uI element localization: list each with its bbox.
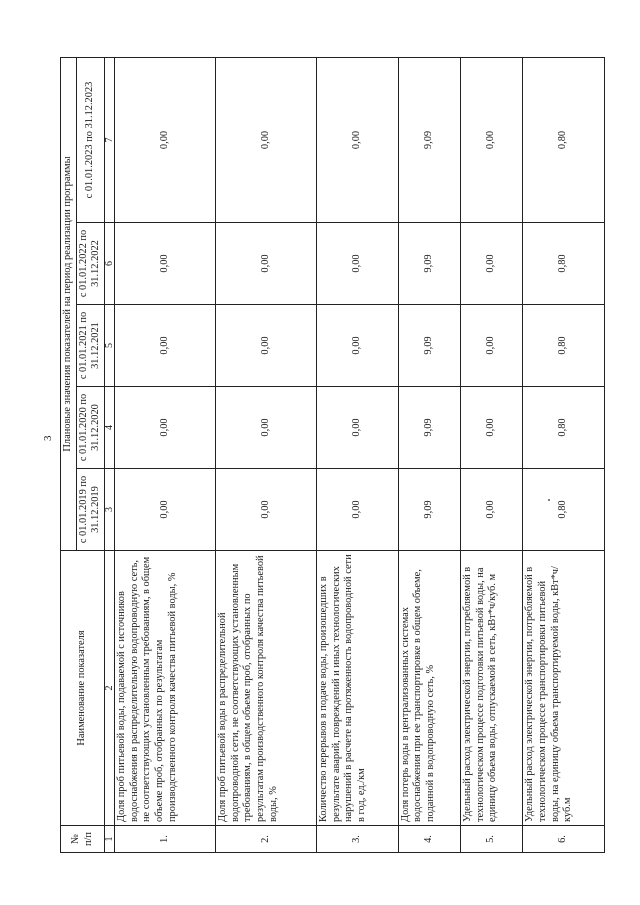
value-cell: 9,09 (398, 223, 460, 305)
value-cell: 9,09 (398, 469, 460, 551)
column-number: 3 (105, 469, 115, 551)
group-header: Плановые значения показателей на период реализации программы (61, 58, 77, 551)
value-cell: 9,09 (398, 58, 460, 223)
table-row (460, 58, 522, 853)
value-cell: 0,00 (460, 223, 522, 305)
table-row (316, 58, 398, 853)
row-number: 2. (215, 826, 316, 853)
value-cell: 0,00 (460, 305, 522, 387)
period-header: с 01.01.2021 по 31.12.2021 (76, 305, 104, 387)
indicator-name: Доля проб питьевой воды, подаваемой с источников водоснабжения в распределительную водопроводную сеть, не соответствующих установленным требованиям, в общем объеме проб, отобранных по результатам производственного контроля качества питьевой воды, % (115, 551, 216, 826)
value-cell: 0,00 (460, 387, 522, 469)
value-cell: 0,00 (316, 305, 398, 387)
period-header: с 01.01.2023 по 31.12.2023 (76, 58, 104, 223)
column-number: 1 (105, 826, 115, 853)
period-header: с 01.01.2022 по 31.12.2022 (76, 223, 104, 305)
name-header: Наименование показателя (61, 551, 105, 826)
value-cell: 9,09 (398, 387, 460, 469)
value-cell: 0,00 (215, 469, 316, 551)
value-cell: 0,00 (115, 469, 216, 551)
row-number: 5. (460, 826, 522, 853)
value-cell: 0,00 (215, 387, 316, 469)
value-cell: 0,00 (115, 387, 216, 469)
table-row (115, 58, 216, 853)
column-number: 7 (105, 58, 115, 223)
indicator-name: Количество перерывов в подаче воды, произошедших в результате аварий, повреждений и иных технологических нарушений в расчете на протяженность водопроводной сети в год, ед./км (316, 551, 398, 826)
column-number: 2 (105, 551, 115, 826)
value-cell: 0,00 (215, 223, 316, 305)
period-header: с 01.01.2019 по 31.12.2019 (76, 469, 104, 551)
value-cell: 0,00 (316, 58, 398, 223)
value-cell: 9,09 (398, 305, 460, 387)
value-cell: 0,80 (523, 305, 605, 387)
value-cell: 0,00 (115, 305, 216, 387)
indicator-name: Доля проб питьевой воды в распределительной водопроводной сети, не соответствующих установленным требованиям, в общем объеме проб, отобранных по результатам производственного контроля качества питьевой воды, % (215, 551, 316, 826)
value-cell: 0,00 (215, 58, 316, 223)
indicator-name: Удельный расход электрической энергии, потребляемой в технологическом процессе транспортировки питьевой воды, на единицу объема транспортируемой воды, кВт*ч/куб.м (523, 551, 605, 826)
table-row (215, 58, 316, 853)
value-cell: 0,00 (316, 469, 398, 551)
num-header: № п/п (61, 826, 105, 853)
table-row (523, 58, 605, 853)
column-number: 5 (105, 305, 115, 387)
row-number: 3. (316, 826, 398, 853)
page-number: 3 (42, 435, 54, 441)
column-number: 6 (105, 223, 115, 305)
value-cell: 0,00 (316, 387, 398, 469)
period-header: с 01.01.2020 по 31.12.2020 (76, 387, 104, 469)
value-cell: 0,80 (523, 469, 605, 551)
column-number: 4 (105, 387, 115, 469)
value-cell: 0,80 (523, 223, 605, 305)
table-row (398, 58, 460, 853)
value-cell: 0,00 (316, 223, 398, 305)
rotated-table-wrapper (60, 58, 605, 853)
value-cell: 0,00 (115, 58, 216, 223)
row-number: 4. (398, 826, 460, 853)
value-cell: 0,00 (460, 58, 522, 223)
row-number: 1. (115, 826, 216, 853)
value-cell: 0,00 (460, 469, 522, 551)
indicators-table (60, 57, 605, 853)
value-cell: 0,00 (115, 223, 216, 305)
value-cell: 0,00 (215, 305, 316, 387)
indicator-name: Доля потерь воды в централизованных системах водоснабжения при ее транспортировке в общем объеме, поданной в водопроводную сеть, % (398, 551, 460, 826)
indicator-name: Удельный расход электрической энергии, потребляемой в технологическом процессе подготовки питьевой воды, на единицу объема воды, отпускаемой в сеть, кВт*ч/куб. м (460, 551, 522, 826)
value-cell: 0,80 (523, 58, 605, 223)
value-cell: 0,80 (523, 387, 605, 469)
row-number: 6. (523, 826, 605, 853)
